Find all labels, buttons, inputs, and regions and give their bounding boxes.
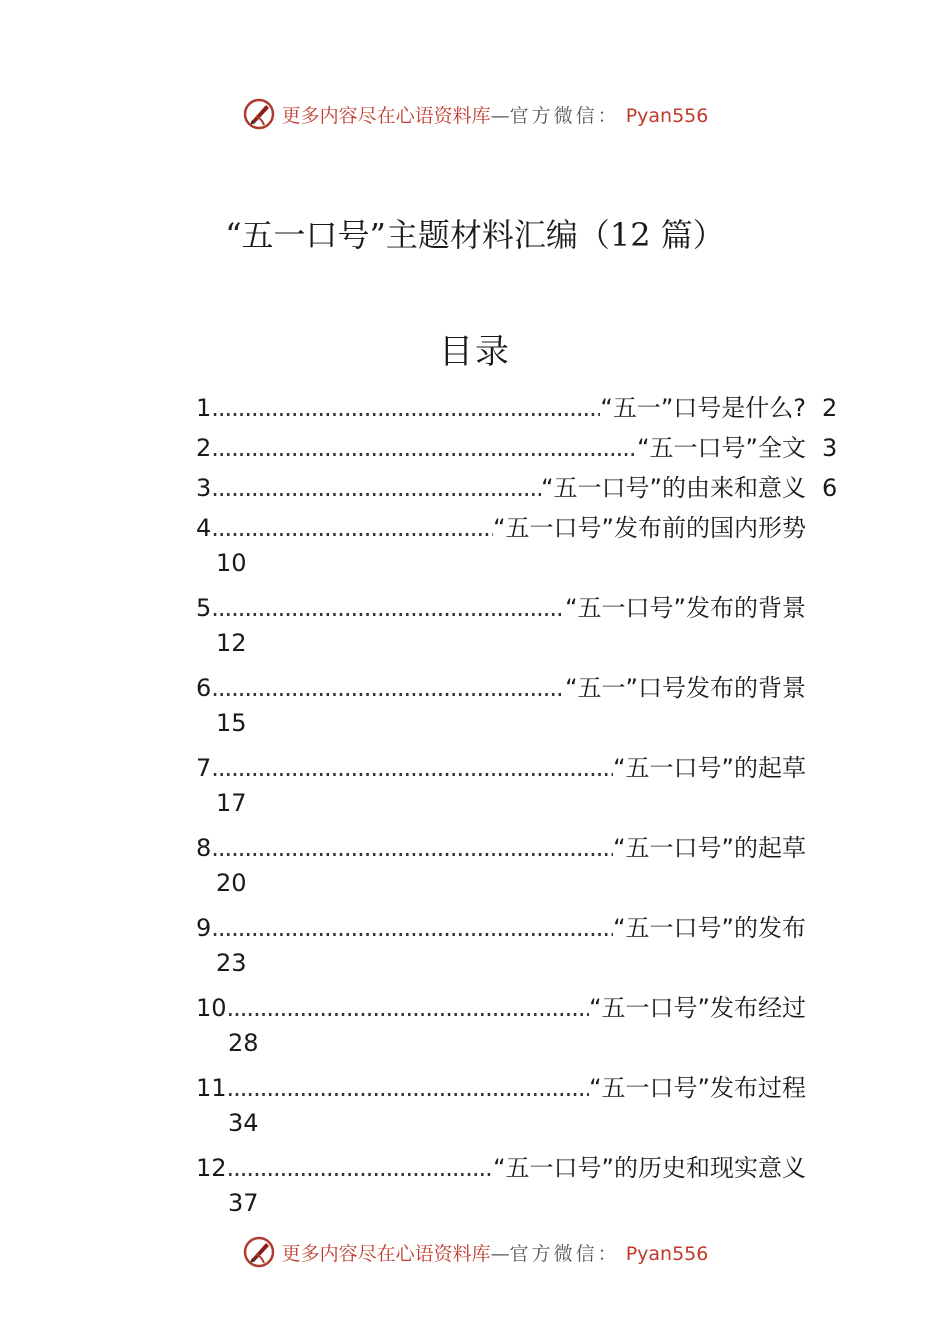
- toc-entry-page: 20: [216, 869, 247, 897]
- banner-text: [282, 1239, 709, 1266]
- toc-dot-leader: [227, 1068, 590, 1108]
- toc-entry-page: 10: [216, 549, 247, 577]
- banner-slogan: 更多内容尽在心语资料库: [281, 104, 491, 127]
- toc-entry-page: 15: [216, 709, 247, 737]
- toc-entry-page: 6: [822, 474, 838, 502]
- table-of-contents: [196, 388, 841, 1228]
- document-title: “五一口号”主题材料汇编（12 篇）: [225, 216, 725, 254]
- toc-entry[interactable]: [196, 468, 841, 508]
- toc-dot-leader: [227, 988, 590, 1028]
- toc-entry-line: [196, 468, 806, 508]
- toc-entry-page: 34: [228, 1109, 259, 1137]
- toc-entry-title: “五一口号”的历史和现实意义: [493, 1154, 806, 1182]
- toc-entry[interactable]: [196, 508, 841, 578]
- toc-entry-line: [196, 668, 806, 708]
- toc-entry-page: 28: [228, 1029, 259, 1057]
- toc-entry-number: 10: [196, 994, 227, 1022]
- toc-entry[interactable]: [196, 388, 841, 428]
- toc-entry-number: 11: [196, 1074, 227, 1102]
- toc-entry-title: “五一口号”全文: [637, 434, 806, 462]
- toc-entry-number: 2: [196, 434, 212, 462]
- quill-pen-logo-icon: [242, 1235, 276, 1269]
- toc-dot-leader: [211, 668, 565, 708]
- toc-entry[interactable]: [196, 988, 841, 1058]
- toc-entry-page: 3: [822, 434, 838, 462]
- toc-entry-page: 17: [216, 789, 247, 817]
- banner-wechat-label: 官方微信：: [509, 1242, 620, 1265]
- toc-entry-line: [196, 588, 806, 628]
- toc-dot-leader: [211, 828, 613, 868]
- toc-entry-number: 9: [196, 914, 212, 942]
- banner-dash: —: [490, 104, 510, 127]
- footer-banner: [0, 1232, 950, 1272]
- toc-entry-line: [196, 828, 806, 868]
- toc-entry-line: [196, 1148, 806, 1188]
- toc-entry-page: 23: [216, 949, 247, 977]
- banner-text: [282, 101, 709, 128]
- toc-dot-leader: [211, 428, 637, 468]
- toc-entry-line: [196, 908, 806, 948]
- banner-wechat-id: Pyan556: [625, 104, 709, 127]
- toc-entry-number: 3: [196, 474, 212, 502]
- toc-entry-page: 12: [216, 629, 247, 657]
- toc-entry-title: “五一口号”发布经过: [589, 994, 806, 1022]
- toc-entry-line: [196, 508, 806, 548]
- toc-dot-leader: [211, 388, 600, 428]
- toc-entry-line: [196, 1068, 806, 1108]
- header-banner: [0, 94, 950, 134]
- toc-entry[interactable]: [196, 1148, 841, 1218]
- toc-entry-number: 5: [196, 594, 212, 622]
- toc-entry[interactable]: [196, 668, 841, 738]
- toc-entry-title: “五一口号”发布的背景: [565, 594, 806, 622]
- toc-entry-number: 1: [196, 394, 212, 422]
- toc-dot-leader: [227, 1148, 494, 1188]
- toc-entry-title: “五一口号”发布前的国内形势: [493, 514, 806, 542]
- toc-dot-leader: [211, 508, 493, 548]
- toc-entry-page: 37: [228, 1189, 259, 1217]
- toc-entry-title: “五一”口号发布的背景: [565, 674, 806, 702]
- toc-heading: 目录: [439, 332, 511, 372]
- toc-entry-line: [196, 388, 806, 428]
- banner-wechat-id: Pyan556: [625, 1242, 709, 1265]
- toc-entry-number: 6: [196, 674, 212, 702]
- toc-entry[interactable]: [196, 828, 841, 898]
- toc-entry-title: “五一”口号是什么?: [600, 394, 806, 422]
- toc-entry-title: “五一口号”的发布: [613, 914, 806, 942]
- toc-entry-number: 8: [196, 834, 212, 862]
- toc-entry-title: “五一口号”的起草: [613, 834, 806, 862]
- toc-entry[interactable]: [196, 428, 841, 468]
- toc-entry-number: 12: [196, 1154, 227, 1182]
- toc-entry-title: “五一口号”的起草: [613, 754, 806, 782]
- toc-entry[interactable]: [196, 908, 841, 978]
- toc-entry[interactable]: [196, 1068, 841, 1138]
- toc-entry-title: “五一口号”发布过程: [589, 1074, 806, 1102]
- toc-entry-line: [196, 988, 806, 1028]
- toc-dot-leader: [211, 748, 613, 788]
- toc-entry-page: 2: [822, 394, 838, 422]
- toc-entry[interactable]: [196, 748, 841, 818]
- toc-entry-title: “五一口号”的由来和意义: [541, 474, 806, 502]
- toc-entry-line: [196, 748, 806, 788]
- toc-entry[interactable]: [196, 588, 841, 658]
- banner-slogan: 更多内容尽在心语资料库: [281, 1242, 491, 1265]
- toc-dot-leader: [211, 588, 565, 628]
- quill-pen-logo-icon: [242, 97, 276, 131]
- toc-entry-number: 7: [196, 754, 212, 782]
- toc-entry-line: [196, 428, 806, 468]
- toc-dot-leader: [211, 468, 541, 508]
- banner-dash: —: [490, 1242, 510, 1265]
- banner-wechat-label: 官方微信：: [509, 104, 620, 127]
- toc-entry-number: 4: [196, 514, 212, 542]
- toc-dot-leader: [211, 908, 613, 948]
